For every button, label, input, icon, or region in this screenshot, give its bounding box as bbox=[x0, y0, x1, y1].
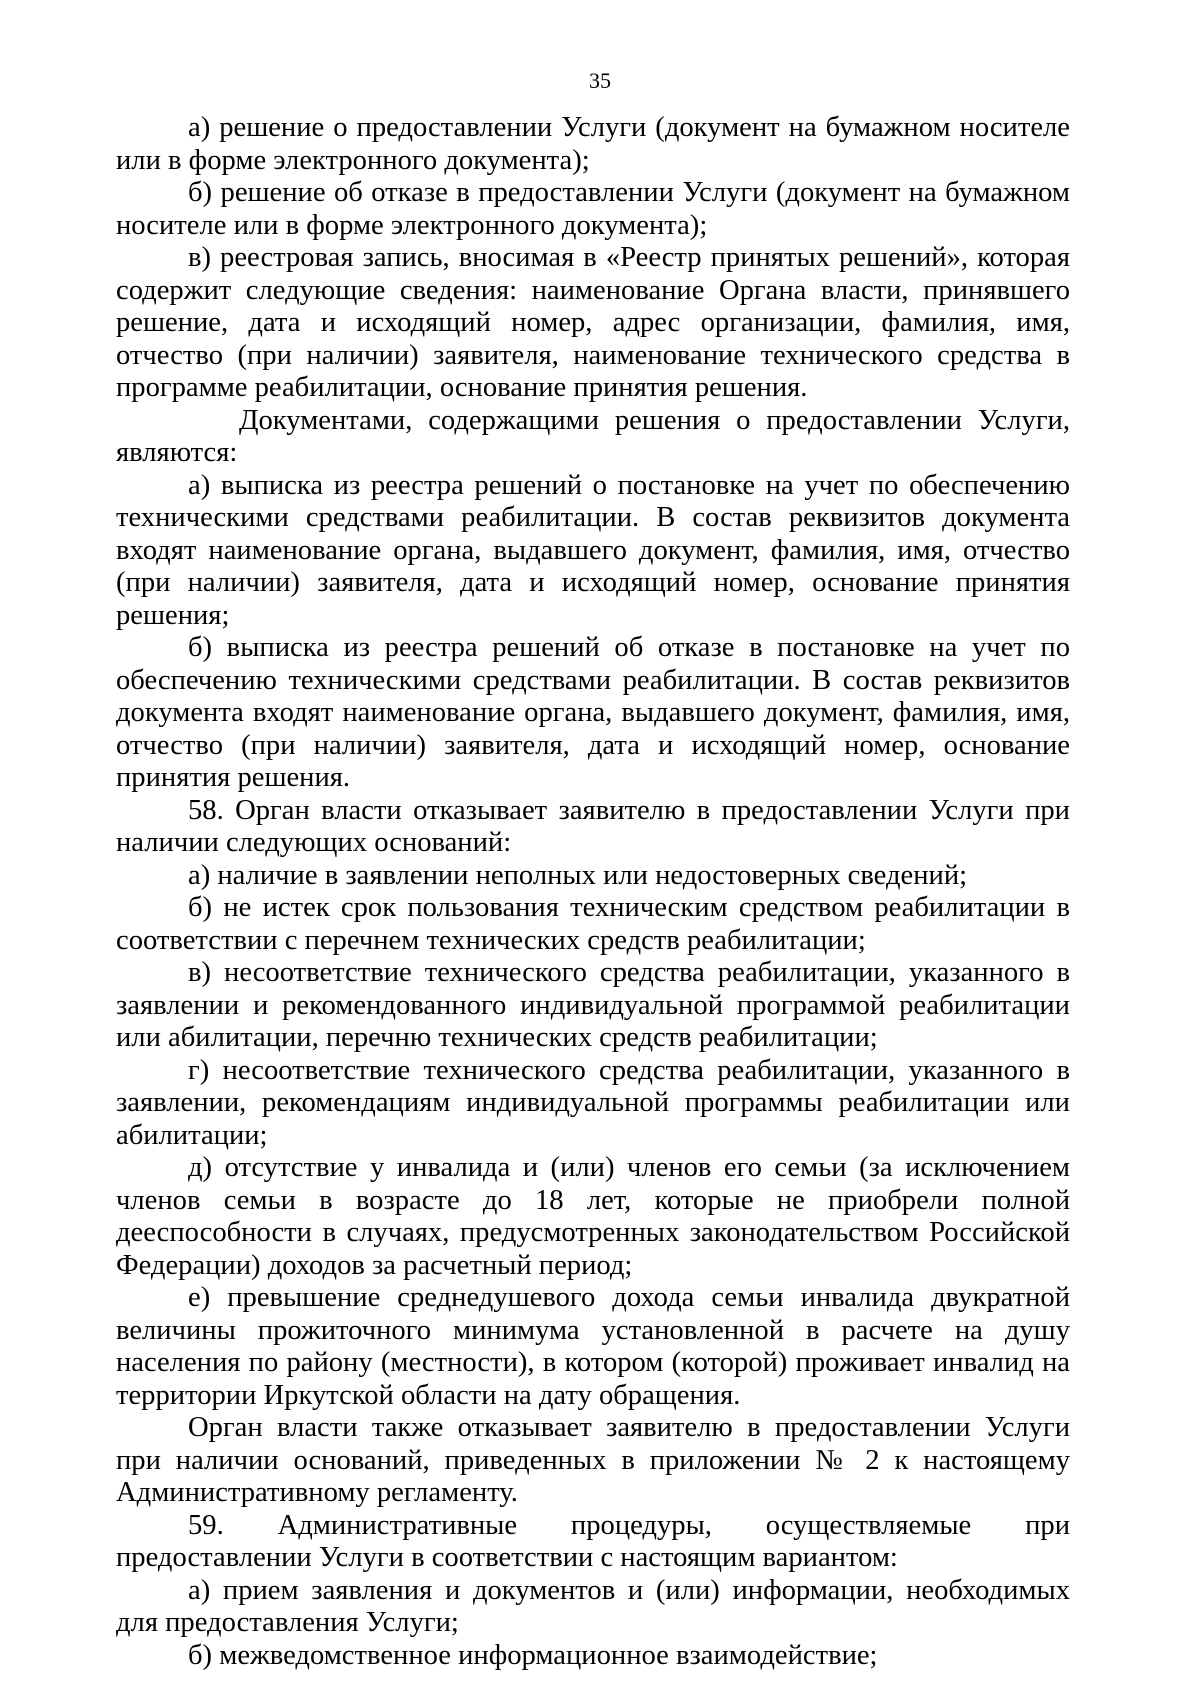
paragraph-item-59: 59. Административные процедуры, осуществляемые при предоставлении Услуги в соответствии с настоящим вариантом: bbox=[116, 1509, 1070, 1573]
paragraph-documents-intro: Документами, содержащими решения о предоставлении Услуги, являются: bbox=[116, 404, 1070, 468]
paragraph-ground-d: д) отсутствие у инвалида и (или) членов его семьи (за исключением членов семьи в возрасте до 18 лет, которые не приобрели полной дееспособности в случаях, предусмотренных законодательством Российской Федерации) доходов за расчетный период; bbox=[116, 1152, 1070, 1281]
paragraph-additional-refusal: Орган власти также отказывает заявителю в предоставлении Услуги при наличии оснований, приведенных в приложении № 2 к настоящему Административному регламенту. bbox=[116, 1412, 1070, 1508]
page-number: 35 bbox=[589, 68, 611, 93]
paragraph-ground-a: а) наличие в заявлении неполных или недостоверных сведений; bbox=[188, 859, 968, 891]
paragraph-decision-grant: а) решение о предоставлении Услуги (документ на бумажном носителе или в форме электронного документа); bbox=[116, 112, 1070, 176]
paragraph-ground-e: е) превышение среднедушевого дохода семьи инвалида двукратной величины прожиточного минимума установленной в расчете на душу населения по району (местности), в котором (которой) проживает инвалид на территории Иркутской области на дату обращения. bbox=[116, 1282, 1070, 1411]
document-body bbox=[116, 112, 1070, 1672]
paragraph-ground-g: г) несоответствие технического средства реабилитации, указанного в заявлении, рекомендациям индивидуальной программы реабилитации или абилитации; bbox=[116, 1054, 1070, 1151]
paragraph-procedure-b: б) межведомственное информационное взаимодействие; bbox=[188, 1639, 878, 1671]
paragraph-ground-b: б) не истек срок пользования техническим средством реабилитации в соответствии с перечнем технических средств реабилитации; bbox=[116, 892, 1070, 956]
paragraph-decision-refusal: б) решение об отказе в предоставлении Услуги (документ на бумажном носителе или в форме электронного документа); bbox=[116, 177, 1070, 241]
paragraph-registry-entry: в) реестровая запись, вносимая в «Реестр принятых решений», которая содержит следующие сведения: наименование Органа власти, принявшего решение, дата и исходящий номер, адрес организации, фамилия, имя, отчество (при наличии) заявителя, наименование технического средства в программе реабилитации, основание принятия решения. bbox=[116, 242, 1070, 403]
paragraph-procedure-a: а) прием заявления и документов и (или) информации, необходимых для предоставления Услуги; bbox=[116, 1574, 1070, 1638]
paragraph-ground-v: в) несоответствие технического средства реабилитации, указанного в заявлении и рекомендованного индивидуальной программой реабилитации или абилитации, перечню технических средств реабилитации; bbox=[116, 957, 1070, 1053]
paragraph-item-58: 58. Орган власти отказывает заявителю в предоставлении Услуги при наличии следующих оснований: bbox=[116, 794, 1070, 858]
paragraph-extract-refusal: б) выписка из реестра решений об отказе в постановке на учет по обеспечению техническими средствами реабилитации. В состав реквизитов документа входят наименование органа, выдавшего документ, фамилия, имя, отчество (при наличии) заявителя, дата и исходящий номер, основание принятия решения. bbox=[116, 632, 1070, 793]
paragraph-extract-registration: а) выписка из реестра решений о постановке на учет по обеспечению техническими средствами реабилитации. В состав реквизитов документа входят наименование органа, выдавшего документ, фамилия, имя, отчество (при наличии) заявителя, дата и исходящий номер, основание принятия решения; bbox=[116, 469, 1070, 631]
